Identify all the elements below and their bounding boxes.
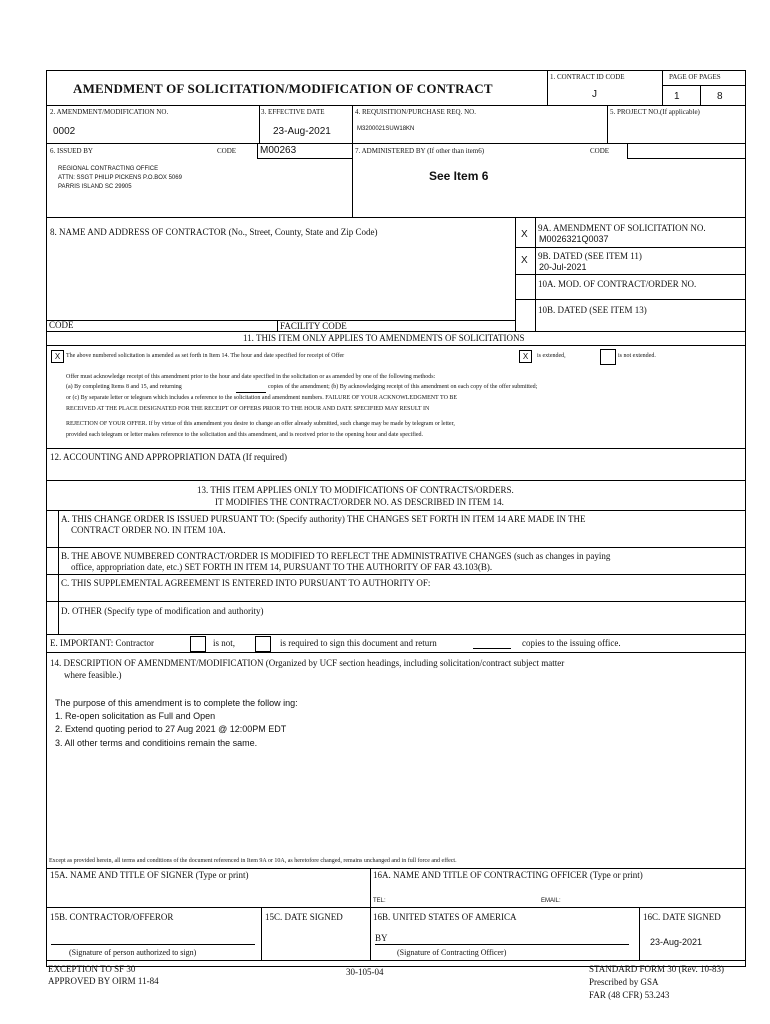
footer-standard-form: STANDARD FORM 30 (Rev. 10-83) (589, 964, 724, 974)
contractor-signature-line[interactable] (51, 944, 255, 945)
footer-far: FAR (48 CFR) 53.243 (589, 990, 670, 1000)
item11-not-extended-checkbox[interactable] (600, 349, 616, 365)
footer-exception: EXCEPTION TO SF 30 (48, 964, 136, 974)
item13-c-line: C. THIS SUPPLEMENTAL AGREEMENT IS ENTERED INTO PURSUANT TO AUTHORITY OF: (61, 578, 431, 588)
item14-body-line: 3. All other terms and conditioins remain the same. (55, 738, 258, 748)
item14-label-line1: 14. DESCRIPTION OF AMENDMENT/MODIFICATION (Organized by UCF section headings, including solicitation/contract subject matter (50, 658, 565, 668)
item-e-is-required-label: is required to sign this document and return (280, 638, 437, 648)
item11-instructions-line3: or (c) By separate letter or telegram which includes a reference to the solicitation and amendment numbers. FAILURE OF YOUR ACKNOWLEDGMENT TO BE (66, 395, 458, 401)
contract-id-value: J (592, 89, 597, 100)
item15b-label: 15B. CONTRACTOR/OFFEROR (50, 912, 174, 922)
item11-instructions-line5: REJECTION OF YOUR OFFER. If by virtue of this amendment you desire to change an offer already submitted, such change may be made by telegram or letter, (66, 421, 455, 427)
item-e-copies-label: copies to the issuing office. (522, 638, 621, 648)
page-number: 1 (674, 91, 680, 102)
issued-by-line3: PARRIS ISLAND SC 29905 (58, 184, 132, 190)
amendment-no-value: 0002 (53, 126, 76, 137)
item14-body-line: The purpose of this amendment is to complete the follow ing: (55, 698, 298, 708)
item-e-is-not-checkbox[interactable] (190, 636, 206, 652)
requisition-no-value: M3200021SUW18KN (357, 126, 415, 132)
project-no-label: 5. PROJECT NO.(If applicable) (610, 108, 700, 116)
item-e-is-not-label: is not, (213, 638, 236, 648)
item11-heading: 11. THIS ITEM ONLY APPLIES TO AMENDMENTS OF SOLICITATIONS (243, 333, 525, 343)
contract-id-label: 1. CONTRACT ID CODE (550, 73, 625, 81)
effective-date-label: 3. EFFECTIVE DATE (261, 108, 325, 116)
item-e-label: E. IMPORTANT: Contractor (50, 638, 155, 648)
item16a-label: 16A. NAME AND TITLE OF CONTRACTING OFFICER (Type or print) (373, 870, 643, 880)
item13-a-line1: A. THIS CHANGE ORDER IS ISSUED PURSUANT TO: (Specify authority) THE CHANGES SET FORTH IN ITEM 14 ARE MADE IN THE (61, 514, 586, 524)
item11-extended-checkbox[interactable]: X (519, 350, 532, 363)
item11-instructions-line2b: copies of the amendment; (b) By acknowledging receipt of this amendment on each copy of the offer submitted; (268, 384, 538, 390)
item16c-value: 23-Aug-2021 (650, 937, 703, 947)
item16a-email-label: EMAIL: (541, 898, 561, 904)
amendment-no-label: 2. AMENDMENT/MODIFICATION NO. (50, 108, 169, 116)
item14-body-line: 2. Extend quoting period to 27 Aug 2021 @ 12:00PM EDT (55, 724, 287, 734)
sf30-form (46, 70, 746, 967)
item-9b-mark: X (521, 255, 528, 266)
item-e-is-required-checkbox[interactable] (255, 636, 271, 652)
item16b-label: 16B. UNITED STATES OF AMERICA (373, 912, 517, 922)
item11-instructions-line2a: (a) By completing Items 8 and 15, and returning (66, 384, 182, 390)
form-title: AMENDMENT OF SOLICITATION/MODIFICATION OF CONTRACT (73, 81, 493, 96)
item13-d-line: D. OTHER (Specify type of modification and authority) (61, 606, 264, 616)
issued-by-code-label: CODE (217, 147, 237, 155)
item-e-copies-blank[interactable] (473, 648, 511, 649)
contractor-name-label: 8. NAME AND ADDRESS OF CONTRACTOR (No., Street, County, State and Zip Code) (50, 227, 378, 237)
item-9a-value: M0026321Q0037 (539, 234, 609, 244)
contracting-officer-signature-line[interactable] (375, 944, 629, 945)
item11-amended-text: The above numbered solicitation is amended as set forth in Item 14. The hour and date specified for receipt of Offer (66, 353, 345, 359)
item11-instructions-line4: RECEIVED AT THE PLACE DESIGNATED FOR THE RECEIPT OF OFFERS PRIOR TO THE HOUR AND DATE SPECIFIED MAY RESULT IN (66, 406, 430, 412)
issued-by-line2: ATTN: SSGT PHILIP PICKENS P.O.BOX 5069 (58, 175, 182, 181)
item-9a-label: 9A. AMENDMENT OF SOLICITATION NO. (538, 223, 706, 233)
item15c-label: 15C. DATE SIGNED (265, 912, 343, 922)
requisition-no-label: 4. REQUISITION/PURCHASE REQ. NO. (355, 108, 476, 116)
item14-footer-note: Except as provided herein, all terms and conditions of the document referenced in Item 9A or 10A, as heretofore changed, remains unchanged and in full force and effect. (49, 858, 457, 864)
item11-instructions-line1: Offer must acknowledge receipt of this amendment prior to the hour and date specified in the solicitation or as amended by one of the following methods: (66, 374, 436, 380)
officer-signature-caption: (Signature of Contracting Officer) (397, 948, 507, 957)
footer-prescribed: Prescribed by GSA (589, 977, 659, 987)
item13-heading1: 13. THIS ITEM APPLIES ONLY TO MODIFICATIONS OF CONTRACTS/ORDERS. (197, 485, 514, 495)
item11-amended-checkbox[interactable]: X (51, 350, 64, 363)
administered-by-value: See Item 6 (429, 169, 489, 183)
item13-heading2: IT MODIFIES THE CONTRACT/ORDER NO. AS DESCRIBED IN ITEM 14. (215, 497, 504, 507)
item-10b-label: 10B. DATED (SEE ITEM 13) (538, 305, 647, 315)
administered-by-code-label: CODE (590, 147, 610, 155)
facility-code-label: FACILITY CODE (280, 321, 347, 331)
item15a-label: 15A. NAME AND TITLE OF SIGNER (Type or print) (50, 870, 249, 880)
item16a-tel-label: TEL: (373, 898, 386, 904)
contractor-code-label: CODE (49, 320, 74, 330)
item14-body-line: 1. Re-open solicitation as Full and Open (55, 711, 216, 721)
item16b-by-label: BY (375, 933, 388, 943)
page-total: 8 (717, 91, 723, 102)
footer-form-code: 30-105-04 (346, 967, 384, 977)
footer-approved: APPROVED BY OIRM 11-84 (48, 976, 159, 986)
effective-date-value: 23-Aug-2021 (273, 126, 331, 137)
item-10a-label: 10A. MOD. OF CONTRACT/ORDER NO. (538, 279, 697, 289)
issued-by-code-value: M00263 (260, 145, 297, 156)
issued-by-line1: REGIONAL CONTRACTING OFFICE (58, 166, 159, 172)
item-9b-label: 9B. DATED (SEE ITEM 11) (538, 251, 642, 261)
administered-by-label: 7. ADMINISTERED BY (If other than item6) (355, 147, 485, 155)
item11-not-extended-label: is not extended. (618, 353, 656, 359)
item11-instructions-line6: provided each telegram or letter makes reference to the solicitation and this amendment, and is received prior to the opening hour and date specified. (66, 432, 424, 438)
item13-a-line2: CONTRACT ORDER NO. IN ITEM 10A. (71, 525, 226, 535)
contractor-signature-caption: (Signature of person authorized to sign) (69, 948, 197, 957)
item11-extended-label: is extended, (537, 353, 566, 359)
page-of-pages-label: PAGE OF PAGES (669, 73, 721, 81)
item13-b-line1: B. THE ABOVE NUMBERED CONTRACT/ORDER IS MODIFIED TO REFLECT THE ADMINISTRATIVE CHANGES (such as changes in paying (61, 551, 611, 561)
item16c-label: 16C. DATE SIGNED (643, 912, 721, 922)
item12-label: 12. ACCOUNTING AND APPROPRIATION DATA (If required) (50, 452, 288, 462)
item-9b-value: 20-Jul-2021 (539, 262, 587, 272)
item-9a-mark: X (521, 229, 528, 240)
item14-label-line2: where feasible.) (64, 670, 122, 680)
item13-b-line2: office, appropriation date, etc.) SET FORTH IN ITEM 14, PURSUANT TO THE AUTHORITY OF FAR 43.103(B). (71, 562, 493, 572)
issued-by-label: 6. ISSUED BY (50, 147, 93, 155)
